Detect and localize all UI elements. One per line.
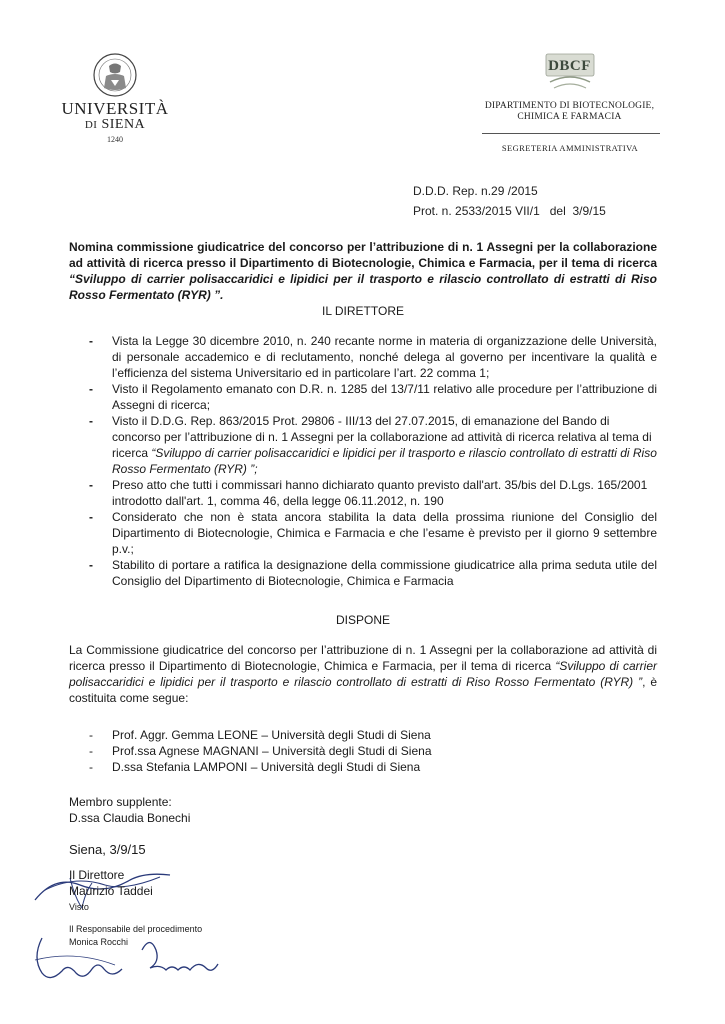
responsabile-signature-icon xyxy=(30,930,240,990)
decision-text xyxy=(69,642,657,706)
substitute-label: Membro supplente: xyxy=(69,795,172,809)
reference-prot: Prot. n. 2533/2015 VII/1 del 3/9/15 xyxy=(413,204,606,218)
list-dash: - xyxy=(89,478,93,492)
responsabile-name: Monica Rocchi xyxy=(69,937,129,947)
list-dash: - xyxy=(89,510,93,524)
list-item-text: Vista la Legge 30 dicembre 2010, n. 240 recante norme in materia di organizzazione delle Università, di personale accademico e di reclutamento, nonché delega al governo per incentivare la qualità e l’efficienza del sistema Universitario ed in particolare l’art. 22 comma 1; xyxy=(112,334,657,380)
university-city-prefix: DI xyxy=(84,119,98,131)
decision-research-topic: “Sviluppo di carrier polisaccaridici e lipidici per il trasporto e rilascio controllato di estratti di Riso Rosso Fermentato (RYR) ” xyxy=(69,659,658,689)
list-item-text: Visto il Regolamento emanato con D.R. n. 1285 del 13/7/11 relativo alle procedure per l’attribuzione di Assegni di ricerca; xyxy=(112,382,657,412)
place-date: Siena, 3/9/15 xyxy=(69,842,146,857)
university-seal-icon xyxy=(89,52,141,98)
premises-list xyxy=(69,333,657,589)
reference-rep: D.D.D. Rep. n.29 /2015 xyxy=(413,184,538,198)
department-logo-text: DBCF xyxy=(548,58,591,74)
department-logo-mark xyxy=(540,50,600,94)
list-dash: - xyxy=(89,760,93,774)
list-item xyxy=(69,381,657,413)
list-item-text: Visto il D.D.G. Rep. 863/2015 Prot. 29806 - III/13 del 27.07.2015, di emanazione del Bando di concorso per l’attribuzione di n. 1 Assegni per la collaborazione ad attività di ricerca relativa al tema di ricerca xyxy=(112,414,652,460)
committee-members-list xyxy=(69,727,657,775)
reference-block xyxy=(413,181,606,221)
list-item xyxy=(69,727,657,743)
department-name xyxy=(482,101,657,123)
university-name: UNIVERSITÀ xyxy=(61,99,169,118)
member-name: Prof.ssa Agnese MAGNANI – Università degli Studi di Siena xyxy=(112,744,432,758)
document-subject xyxy=(69,239,657,303)
university-city-name: SIENA xyxy=(101,117,146,132)
substitute-member xyxy=(69,794,190,826)
list-dash: - xyxy=(89,414,93,428)
responsabile-title: Il Responsabile del procedimento xyxy=(69,924,203,934)
dispone-heading: DISPONE xyxy=(335,613,390,627)
list-item xyxy=(69,333,657,381)
list-item-text: Preso atto che tutti i commissari hanno dichiarato quanto previsto dall'art. 35/bis del D.Lgs. 165/2001 introdotto dall'art. 1, comma 46, della legge 06.11.2012, n. 190 xyxy=(112,478,648,508)
list-dash: - xyxy=(89,382,93,396)
director-signature-block xyxy=(69,867,153,899)
list-dash: - xyxy=(89,744,93,758)
director-name: Maurizio Taddei xyxy=(69,884,153,898)
director-heading: IL DIRETTORE xyxy=(321,304,404,318)
list-item xyxy=(69,743,657,759)
list-dash: - xyxy=(89,558,93,572)
list-item xyxy=(69,509,657,557)
list-item xyxy=(69,759,657,775)
list-item xyxy=(69,557,657,589)
university-logo xyxy=(60,52,170,150)
decision-text-intro: La Commissione giudicatrice del concorso per l’attribuzione di n. 1 Assegni per la collaborazione ad attività di ricerca presso il Dipartimento di Biotecnologie, Chimica e Farmacia, per il tema di ricerca xyxy=(69,643,657,673)
list-item xyxy=(69,413,657,477)
department-name-line1: DIPARTIMENTO DI BIOTECNOLOGIE, xyxy=(484,101,655,111)
director-title: Il Direttore xyxy=(69,868,125,882)
member-name: D.ssa Stefania LAMPONI – Università degli Studi di Siena xyxy=(112,760,421,774)
decision-text-end: , è costituita come segue: xyxy=(69,675,657,705)
subject-research-topic: “Sviluppo di carrier polisaccaridici e lipidici per il trasporto e rilascio controllato di estratti di Riso Rosso Fermentato (RYR) ”. xyxy=(69,272,657,302)
department-name-line2: CHIMICA E FARMACIA xyxy=(517,112,622,122)
subject-text: Nomina commissione giudicatrice del concorso per l’attribuzione di n. 1 Assegni per la collaborazione ad attività di ricerca presso il Dipartimento di Biotecnologie, Chimica e Farmacia, per il tema di ricerca xyxy=(69,240,657,270)
department-office: SEGRETERIA AMMINISTRATIVA xyxy=(501,143,639,153)
university-city xyxy=(60,117,170,133)
substitute-name: D.ssa Claudia Bonechi xyxy=(69,811,191,825)
list-item-topic: “Sviluppo di carrier polisaccaridici e lipidici per il trasporto e rilascio controllato di estratti di Riso Rosso Fermentato (RYR) ”; xyxy=(112,446,657,476)
list-dash: - xyxy=(89,334,93,348)
department-logo xyxy=(482,50,657,123)
visto-label: Visto xyxy=(69,902,89,912)
list-item-text: Stabilito di portare a ratifica la designazione della commissione giudicatrice alla prima seduta utile del Consiglio del Dipartimento di Biotecnologie, Chimica e Farmacia xyxy=(112,558,657,588)
list-item xyxy=(69,477,657,509)
university-year: 1240 xyxy=(107,135,123,144)
header-divider xyxy=(482,133,660,134)
list-item-text: Considerato che non è stata ancora stabilita la data della prossima riunione del Consiglio del Dipartimento di Biotecnologie, Chimica e Farmacia e che l’esame è previsto per il giorno 9 settembre p.v.; xyxy=(112,510,657,556)
list-dash: - xyxy=(89,728,93,742)
member-name: Prof. Aggr. Gemma LEONE – Università degli Studi di Siena xyxy=(112,728,431,742)
